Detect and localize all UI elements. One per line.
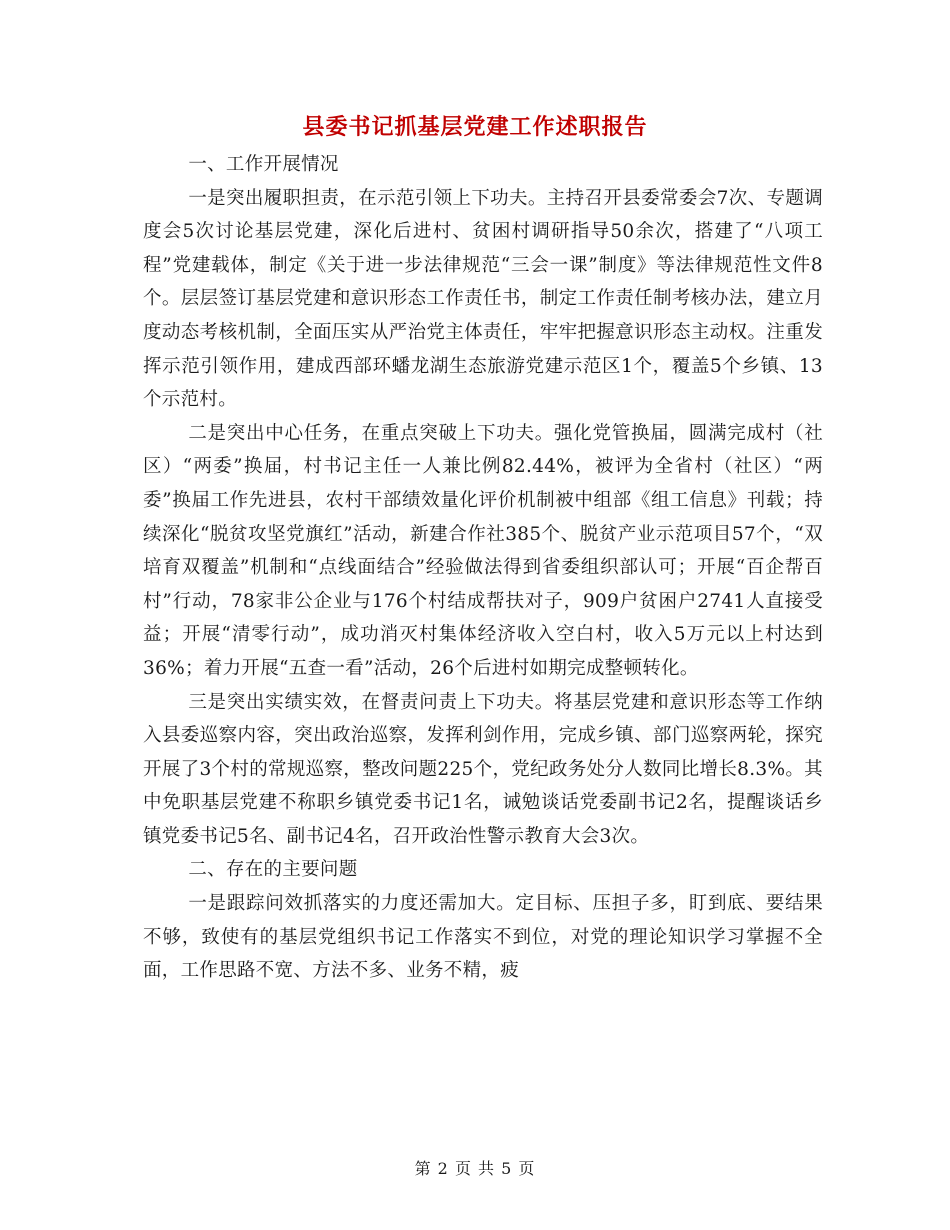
- document-title: 县委书记抓基层党建工作述职报告: [302, 114, 648, 140]
- page-number-footer: 第 2 页 共 5 页: [414, 1159, 536, 1178]
- paragraph-central-tasks: 二是突出中心任务，在重点突破上下功夫。强化党管换届，圆满完成村（社区）“两委”换届，村书记主任一人兼比例82.44%，被评为全省村（社区）“两委”换届工作先进县，农村干部绩效量化评价机制被中组部《组工信息》刊载；持续深化“脱贫攻坚党旗红”活动，新建合作社385个、脱贫产业示范项目57个，“双培育双覆盖”机制和“点线面结合”经验做法得到省委组织部认可；开展“百企帮百村”行动，78家非公企业与176个村结成帮扶对子，909户贫困户2741人直接受益；开展“清零行动”，成功消灭村集体经济收入空白村，收入5万元以上村达到36%；着力开展“五查一看”活动，26个后进村如期完成整顿转化。: [143, 422, 823, 679]
- document-body: [143, 148, 823, 988]
- section-heading-work: 一、工作开展情况: [188, 154, 339, 175]
- paragraph-results: 三是突出实绩实效，在督责问责上下功夫。将基层党建和意识形态等工作纳入县委巡察内容，突出政治巡察，发挥利剑作用，完成乡镇、部门巡察两轮，探究开展了3个村的常规巡察，整改问题225个，党纪政务处分人数同比增长8.3%。其中免职基层党建不称职乡镇党委书记1名，诫勉谈话党委副书记2名，提醒谈话乡镇党委书记5名、副书记4名，召开政治性警示教育大会3次。: [143, 691, 823, 847]
- paragraph-problem-one: 一是跟踪问效抓落实的力度还需加大。定目标、压担子多，盯到底、要结果不够，致使有的基层党组织书记工作落实不到位，对党的理论知识学习掌握不全面，工作思路不宽、方法不多、业务不精，疲: [143, 893, 823, 982]
- section-heading-problems: 二、存在的主要问题: [188, 859, 358, 881]
- paragraph-responsibility: 一是突出履职担责，在示范引领上下功夫。主持召开县委常委会7次、专题调度会5次讨论基层党建，深化后进村、贫困村调研指导50余次，搭建了“八项工程”党建载体，制定《关于进一步法律规范“三会一课”制度》等法律规范性文件8个。层层签订基层党建和意识形态工作责任书，制定工作责任制考核办法，建立月度动态考核机制，全面压实从严治党主体责任，牢牢把握意识形态主动权。注重发挥示范引领作用，建成西部环蟠龙湖生态旅游党建示范区1个，覆盖5个乡镇、13个示范村。: [143, 187, 823, 411]
